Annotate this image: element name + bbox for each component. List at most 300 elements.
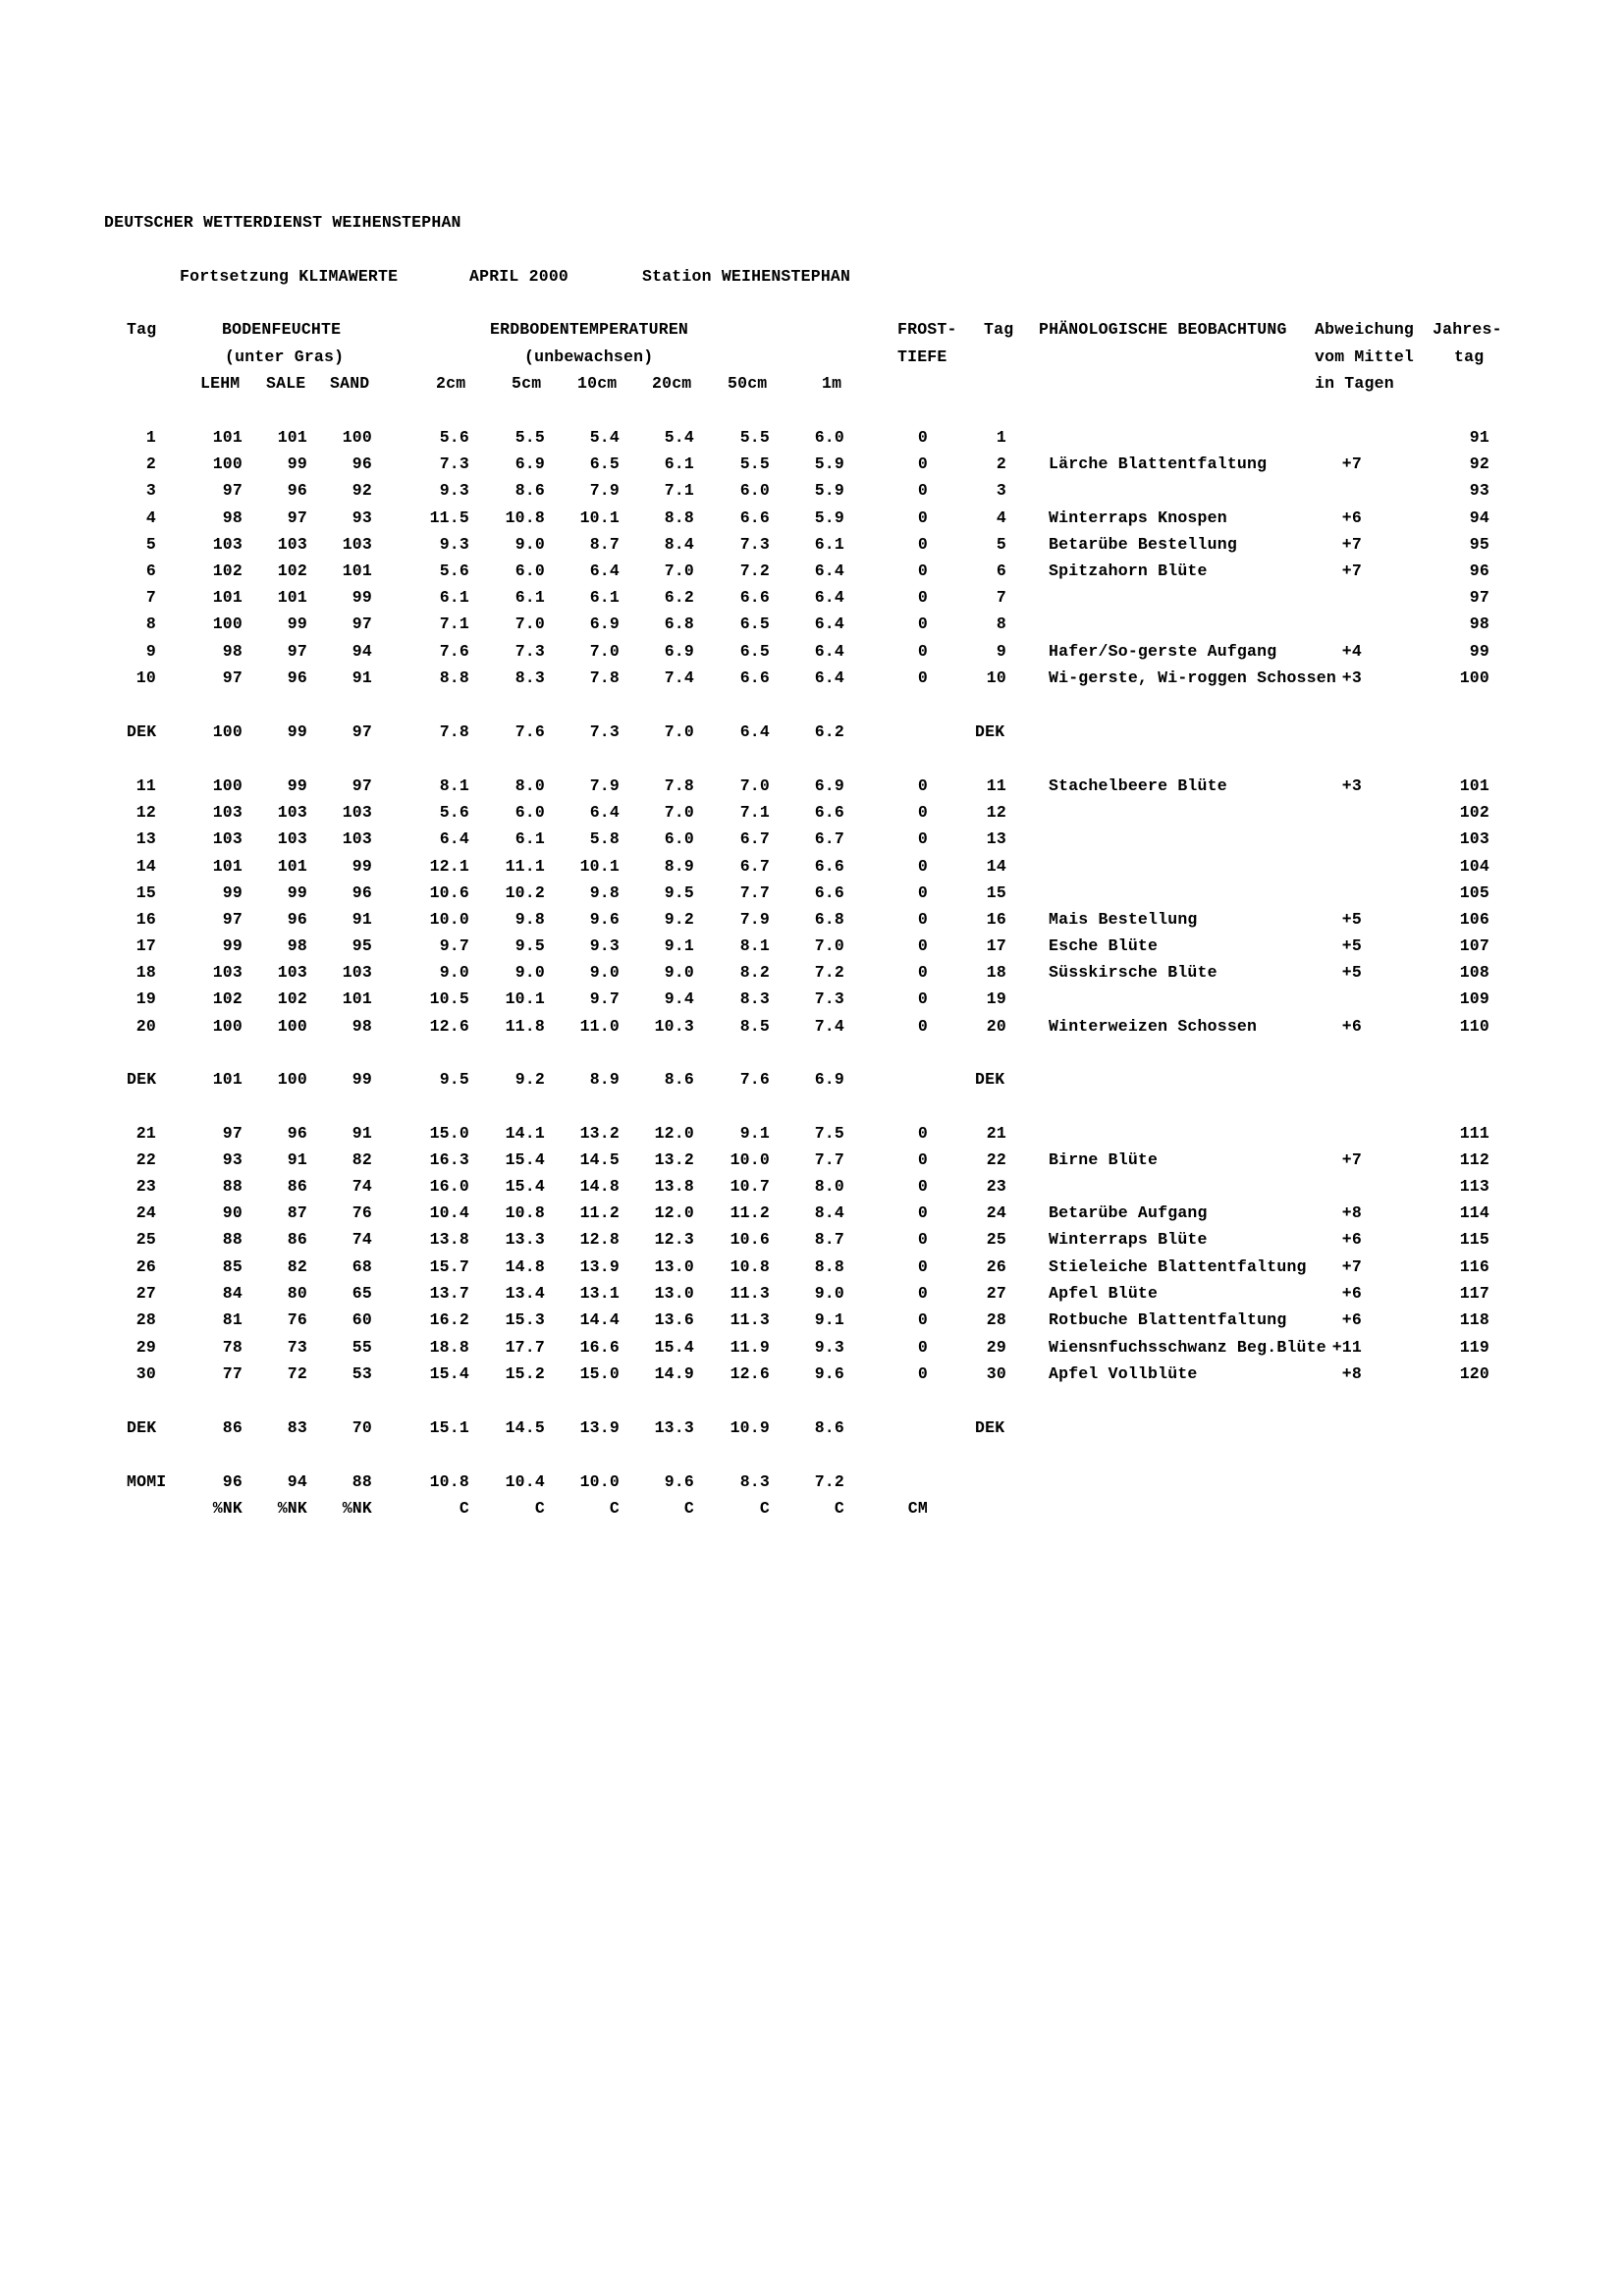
cell-tag2: 16 — [986, 910, 1006, 929]
cell-t50: 8.2 — [739, 963, 770, 982]
cell-obs: Süsskirsche Blüte — [1049, 963, 1217, 982]
cell-t20: 9.4 — [664, 989, 694, 1008]
cell-t100: 6.4 — [814, 561, 844, 580]
cell-jt: 108 — [1459, 963, 1489, 982]
cell-t2: 10.8 — [429, 1472, 469, 1491]
cell-obs: Apfel Blüte — [1049, 1284, 1159, 1303]
cell-tag: 6 — [145, 561, 156, 580]
col-in-tagen: in Tagen — [1315, 374, 1394, 393]
cell-abw: +8 — [1341, 1364, 1362, 1383]
cell-t20: 7.4 — [664, 668, 694, 687]
cell-jt: 93 — [1469, 481, 1489, 500]
cell-t50: 6.6 — [739, 668, 770, 687]
cell-t5: 9.0 — [514, 535, 545, 554]
cell-t50: 6.5 — [739, 642, 770, 661]
cell-t5: 14.5 — [505, 1418, 545, 1437]
cell-t10: 6.4 — [589, 561, 620, 580]
cell-t2: 5.6 — [439, 428, 469, 447]
cell-tag2: 2 — [996, 454, 1006, 473]
cell-t2: 12.6 — [429, 1017, 469, 1036]
cell-t50: 11.9 — [730, 1338, 770, 1357]
cell-frost: 0 — [917, 481, 928, 500]
cell-sand: 91 — [352, 668, 372, 687]
cell-tag: 28 — [135, 1310, 156, 1329]
cell-t5: 15.3 — [505, 1310, 545, 1329]
cell-sand: 60 — [352, 1310, 372, 1329]
cell-frost: 0 — [917, 829, 928, 848]
cell-lehm: 81 — [222, 1310, 243, 1329]
cell-t50: 10.6 — [730, 1230, 770, 1249]
cell-t100: 6.2 — [814, 722, 844, 741]
cell-frost: 0 — [917, 776, 928, 795]
cell-obs: Betarübe Bestellung — [1049, 535, 1237, 554]
cell-lehm: 102 — [212, 561, 243, 580]
cell-t20: 8.8 — [664, 508, 694, 527]
cell-lehm: 103 — [212, 963, 243, 982]
cell-t5: 7.6 — [514, 722, 545, 741]
cell-t50: 5.5 — [739, 454, 770, 473]
cell-t20: 13.3 — [654, 1418, 694, 1437]
cell-tag2: DEK — [975, 1070, 1005, 1089]
cell-t100: 6.9 — [814, 776, 844, 795]
cell-t2: 10.6 — [429, 883, 469, 902]
cell-t50: 10.9 — [730, 1418, 770, 1437]
cell-frost: 0 — [917, 1364, 928, 1383]
cell-t10: 12.8 — [579, 1230, 620, 1249]
cell-sand: 99 — [352, 1070, 372, 1089]
cell-lehm: 97 — [222, 1124, 243, 1143]
col-jahrestag-sub: tag — [1454, 347, 1485, 366]
cell-t5: 10.8 — [505, 508, 545, 527]
cell-t50: 7.7 — [739, 883, 770, 902]
cell-tag: MOMI — [127, 1472, 167, 1491]
cell-sand: 99 — [352, 588, 372, 607]
cell-abw: +7 — [1341, 561, 1362, 580]
cell-tag2: 19 — [986, 989, 1006, 1008]
cell-tag2: 28 — [986, 1310, 1006, 1329]
cell-tag: 10 — [135, 668, 156, 687]
cell-t10: 9.8 — [589, 883, 620, 902]
cell-t100: 7.0 — [814, 936, 844, 955]
cell-t2: 15.7 — [429, 1257, 469, 1276]
cell-t20: 8.6 — [664, 1070, 694, 1089]
cell-tag: DEK — [127, 1418, 157, 1437]
cell-t100: 6.4 — [814, 588, 844, 607]
cell-obs: Wiensnfuchsschwanz Beg.Blüte — [1049, 1338, 1326, 1357]
cell-jt: 105 — [1459, 883, 1489, 902]
cell-t5: 17.7 — [505, 1338, 545, 1357]
cell-t2: 7.3 — [439, 454, 469, 473]
cell-t10: 13.9 — [579, 1257, 620, 1276]
cell-jt: 94 — [1469, 508, 1489, 527]
cell-t20: 6.9 — [664, 642, 694, 661]
cell-jt: 118 — [1459, 1310, 1489, 1329]
cell-t20: 6.0 — [664, 829, 694, 848]
cell-frost: CM — [907, 1499, 928, 1518]
cell-jt: 115 — [1459, 1230, 1489, 1249]
cell-t5: 9.0 — [514, 963, 545, 982]
cell-t10: 7.9 — [589, 776, 620, 795]
cell-frost: 0 — [917, 588, 928, 607]
cell-frost: 0 — [917, 963, 928, 982]
cell-t2: 16.2 — [429, 1310, 469, 1329]
cell-obs: Spitzahorn Blüte — [1049, 561, 1208, 580]
cell-abw: +6 — [1341, 508, 1362, 527]
col-frost: FROST- — [897, 320, 957, 339]
cell-t20: 7.1 — [664, 481, 694, 500]
cell-t2: 15.0 — [429, 1124, 469, 1143]
cell-t50: 11.3 — [730, 1284, 770, 1303]
cell-obs: Esche Blüte — [1049, 936, 1159, 955]
cell-t5: 15.4 — [505, 1150, 545, 1169]
cell-lehm: 103 — [212, 829, 243, 848]
cell-t50: 12.6 — [730, 1364, 770, 1383]
cell-tag: 9 — [145, 642, 156, 661]
cell-tag: 2 — [145, 454, 156, 473]
cell-t20: 6.8 — [664, 614, 694, 633]
cell-sand: 96 — [352, 454, 372, 473]
cell-tag: 7 — [145, 588, 156, 607]
cell-tag: 29 — [135, 1338, 156, 1357]
cell-t2: 8.1 — [439, 776, 469, 795]
cell-t2: 11.5 — [429, 508, 469, 527]
cell-lehm: 98 — [222, 508, 243, 527]
cell-tag2: 9 — [996, 642, 1006, 661]
cell-sand: 88 — [352, 1472, 372, 1491]
cell-t100: 7.3 — [814, 989, 844, 1008]
cell-t2: 6.4 — [439, 829, 469, 848]
cell-t100: 9.0 — [814, 1284, 844, 1303]
service-title: DEUTSCHER WETTERDIENST WEIHENSTEPHAN — [104, 213, 461, 232]
period-label: APRIL 2000 — [469, 267, 569, 286]
cell-t10: C — [609, 1499, 620, 1518]
cell-t5: 14.8 — [505, 1257, 545, 1276]
cell-sale: 86 — [287, 1177, 307, 1196]
cell-tag2: 10 — [986, 668, 1006, 687]
cell-t10: 10.1 — [579, 857, 620, 876]
col-vom-mittel: vom Mittel — [1315, 347, 1415, 366]
cell-sale: 101 — [277, 588, 307, 607]
cell-tag2: 15 — [986, 883, 1006, 902]
cell-jt: 116 — [1459, 1257, 1489, 1276]
cell-t20: 5.4 — [664, 428, 694, 447]
cell-sand: 97 — [352, 722, 372, 741]
cell-tag: 12 — [135, 803, 156, 822]
cell-frost: 0 — [917, 1017, 928, 1036]
cell-obs: Apfel Vollblüte — [1049, 1364, 1198, 1383]
col-bodenfeuchte: BODENFEUCHTE — [222, 320, 342, 339]
cell-sale: 99 — [287, 883, 307, 902]
cell-lehm: 77 — [222, 1364, 243, 1383]
cell-tag2: 27 — [986, 1284, 1006, 1303]
col-sand: SAND — [330, 374, 370, 393]
cell-t50: 7.1 — [739, 803, 770, 822]
cell-t2: 18.8 — [429, 1338, 469, 1357]
cell-t10: 13.1 — [579, 1284, 620, 1303]
cell-t100: 8.0 — [814, 1177, 844, 1196]
cell-lehm: 100 — [212, 722, 243, 741]
cell-t50: 6.5 — [739, 614, 770, 633]
cell-jt: 109 — [1459, 989, 1489, 1008]
cell-t50: 10.7 — [730, 1177, 770, 1196]
cell-t20: 9.6 — [664, 1472, 694, 1491]
cell-abw: +5 — [1341, 963, 1362, 982]
cell-jt: 104 — [1459, 857, 1489, 876]
cell-abw: +7 — [1341, 535, 1362, 554]
cell-frost: 0 — [917, 1310, 928, 1329]
col-phaenologie: PHÄNOLOGISCHE BEOBACHTUNG — [1039, 320, 1287, 339]
cell-abw: +7 — [1341, 1150, 1362, 1169]
cell-sale: 87 — [287, 1203, 307, 1222]
cell-sale: 103 — [277, 535, 307, 554]
col-jahrestag: Jahres- — [1433, 320, 1502, 339]
cell-jt: 112 — [1459, 1150, 1489, 1169]
cell-jt: 113 — [1459, 1177, 1489, 1196]
cell-frost: 0 — [917, 1124, 928, 1143]
cell-sale: 99 — [287, 614, 307, 633]
cell-tag: 13 — [135, 829, 156, 848]
cell-obs: Rotbuche Blattentfaltung — [1049, 1310, 1287, 1329]
cell-lehm: 100 — [212, 614, 243, 633]
cell-t5: 10.4 — [505, 1472, 545, 1491]
cell-t5: 8.6 — [514, 481, 545, 500]
cell-t20: 6.2 — [664, 588, 694, 607]
cell-tag: 18 — [135, 963, 156, 982]
cell-t10: 7.8 — [589, 668, 620, 687]
cell-tag2: 14 — [986, 857, 1006, 876]
cell-sand: 99 — [352, 857, 372, 876]
cell-tag: 3 — [145, 481, 156, 500]
cell-lehm: 101 — [212, 857, 243, 876]
cell-sand: 53 — [352, 1364, 372, 1383]
cell-frost: 0 — [917, 454, 928, 473]
cell-tag: 1 — [145, 428, 156, 447]
cell-sand: 92 — [352, 481, 372, 500]
cell-sand: 74 — [352, 1230, 372, 1249]
cell-t100: 9.3 — [814, 1338, 844, 1357]
cell-sale: 101 — [277, 857, 307, 876]
cell-t5: 6.1 — [514, 588, 545, 607]
cell-t2: 16.3 — [429, 1150, 469, 1169]
cell-sale: 99 — [287, 776, 307, 795]
cell-t5: 13.3 — [505, 1230, 545, 1249]
cell-t50: 6.6 — [739, 588, 770, 607]
cell-jt: 92 — [1469, 454, 1489, 473]
cell-frost: 0 — [917, 883, 928, 902]
cell-t10: 13.2 — [579, 1124, 620, 1143]
cell-sand: 93 — [352, 508, 372, 527]
cell-tag: 16 — [135, 910, 156, 929]
cell-tag2: 6 — [996, 561, 1006, 580]
cell-sand: 103 — [342, 829, 372, 848]
cell-jt: 106 — [1459, 910, 1489, 929]
cell-tag: 4 — [145, 508, 156, 527]
cell-t20: 9.2 — [664, 910, 694, 929]
cell-t100: 6.1 — [814, 535, 844, 554]
cell-t20: 12.3 — [654, 1230, 694, 1249]
col-tag: Tag — [127, 320, 157, 339]
cell-abw: +5 — [1341, 910, 1362, 929]
col-1m: 1m — [822, 374, 842, 393]
cell-sale: 91 — [287, 1150, 307, 1169]
cell-t5: 14.1 — [505, 1124, 545, 1143]
cell-t100: 9.1 — [814, 1310, 844, 1329]
cell-t5: 13.4 — [505, 1284, 545, 1303]
cell-abw: +7 — [1341, 1257, 1362, 1276]
cell-t50: 6.6 — [739, 508, 770, 527]
cell-tag2: 22 — [986, 1150, 1006, 1169]
cell-tag2: DEK — [975, 1418, 1005, 1437]
cell-t50: 8.3 — [739, 1472, 770, 1491]
cell-t100: 7.2 — [814, 963, 844, 982]
cell-t2: 6.1 — [439, 588, 469, 607]
cell-jt: 120 — [1459, 1364, 1489, 1383]
cell-t2: 13.7 — [429, 1284, 469, 1303]
cell-t2: 9.3 — [439, 481, 469, 500]
cell-tag2: 23 — [986, 1177, 1006, 1196]
cell-obs: Stieleiche Blattentfaltung — [1049, 1257, 1307, 1276]
cell-sale: 102 — [277, 989, 307, 1008]
cell-sale: 97 — [287, 642, 307, 661]
cell-sale: 83 — [287, 1418, 307, 1437]
cell-jt: 95 — [1469, 535, 1489, 554]
cell-jt: 99 — [1469, 642, 1489, 661]
cell-t50: 8.3 — [739, 989, 770, 1008]
cell-frost: 0 — [917, 561, 928, 580]
cell-t5: C — [534, 1499, 545, 1518]
cell-t5: 5.5 — [514, 428, 545, 447]
cell-t10: 10.0 — [579, 1472, 620, 1491]
cell-t5: 8.3 — [514, 668, 545, 687]
cell-t50: 7.3 — [739, 535, 770, 554]
cell-tag2: 29 — [986, 1338, 1006, 1357]
cell-t10: 14.4 — [579, 1310, 620, 1329]
cell-lehm: 97 — [222, 481, 243, 500]
cell-obs: Birne Blüte — [1049, 1150, 1159, 1169]
cell-tag2: 21 — [986, 1124, 1006, 1143]
cell-t50: C — [759, 1499, 770, 1518]
cell-frost: 0 — [917, 936, 928, 955]
cell-t10: 9.7 — [589, 989, 620, 1008]
cell-jt: 97 — [1469, 588, 1489, 607]
cell-t2: 10.4 — [429, 1203, 469, 1222]
cell-t2: 7.8 — [439, 722, 469, 741]
cell-t5: 6.9 — [514, 454, 545, 473]
cell-sale: 98 — [287, 936, 307, 955]
cell-lehm: 100 — [212, 454, 243, 473]
cell-t5: 10.1 — [505, 989, 545, 1008]
cell-t5: 6.0 — [514, 561, 545, 580]
cell-jt: 91 — [1469, 428, 1489, 447]
cell-t10: 6.9 — [589, 614, 620, 633]
cell-abw: +5 — [1341, 936, 1362, 955]
cell-t100: 6.4 — [814, 614, 844, 633]
cell-frost: 0 — [917, 1257, 928, 1276]
cell-frost: 0 — [917, 1284, 928, 1303]
cell-tag: 26 — [135, 1257, 156, 1276]
cell-t50: 10.8 — [730, 1257, 770, 1276]
cell-t50: 7.0 — [739, 776, 770, 795]
cell-sand: 74 — [352, 1177, 372, 1196]
cell-t2: 13.8 — [429, 1230, 469, 1249]
cell-frost: 0 — [917, 1230, 928, 1249]
col-50cm: 50cm — [728, 374, 768, 393]
cell-t10: 14.5 — [579, 1150, 620, 1169]
cell-sand: 101 — [342, 989, 372, 1008]
cell-frost: 0 — [917, 668, 928, 687]
col-tiefe: TIEFE — [897, 347, 947, 366]
cell-t10: 14.8 — [579, 1177, 620, 1196]
cell-t50: 6.4 — [739, 722, 770, 741]
cell-obs: Hafer/So-gerste Aufgang — [1049, 642, 1277, 661]
cell-lehm: 102 — [212, 989, 243, 1008]
cell-sale: 76 — [287, 1310, 307, 1329]
cell-t10: 6.1 — [589, 588, 620, 607]
cell-t100: 5.9 — [814, 454, 844, 473]
cell-t2: 5.6 — [439, 803, 469, 822]
cell-tag2: 5 — [996, 535, 1006, 554]
cell-t50: 11.3 — [730, 1310, 770, 1329]
cell-t100: 6.6 — [814, 883, 844, 902]
cell-obs: Betarübe Aufgang — [1049, 1203, 1208, 1222]
cell-sand: 101 — [342, 561, 372, 580]
cell-frost: 0 — [917, 803, 928, 822]
cell-t5: 8.0 — [514, 776, 545, 795]
cell-lehm: 99 — [222, 883, 243, 902]
cell-t100: C — [834, 1499, 844, 1518]
cell-obs: Winterraps Blüte — [1049, 1230, 1208, 1249]
cell-sale: %NK — [277, 1499, 307, 1518]
cell-t10: 8.9 — [589, 1070, 620, 1089]
cell-t50: 8.5 — [739, 1017, 770, 1036]
cell-t10: 9.3 — [589, 936, 620, 955]
cell-tag: 23 — [135, 1177, 156, 1196]
cell-tag: 19 — [135, 989, 156, 1008]
cell-sale: 100 — [277, 1070, 307, 1089]
cell-tag2: 17 — [986, 936, 1006, 955]
cell-lehm: 100 — [212, 1017, 243, 1036]
cell-t100: 6.9 — [814, 1070, 844, 1089]
cell-sand: 65 — [352, 1284, 372, 1303]
station-label: Station WEIHENSTEPHAN — [642, 267, 851, 286]
cell-jt: 117 — [1459, 1284, 1489, 1303]
col-erdboden-sub: (unbewachsen) — [524, 347, 654, 366]
cell-t2: 10.5 — [429, 989, 469, 1008]
cell-sand: 100 — [342, 428, 372, 447]
cell-sand: 97 — [352, 776, 372, 795]
cell-t5: 11.1 — [505, 857, 545, 876]
cell-sale: 96 — [287, 481, 307, 500]
cell-t100: 7.4 — [814, 1017, 844, 1036]
cell-t20: 13.0 — [654, 1257, 694, 1276]
cell-lehm: 98 — [222, 642, 243, 661]
cell-t2: 15.4 — [429, 1364, 469, 1383]
cell-t2: 8.8 — [439, 668, 469, 687]
cell-lehm: 100 — [212, 776, 243, 795]
cell-sale: 96 — [287, 1124, 307, 1143]
cell-lehm: 97 — [222, 910, 243, 929]
col-bodenfeuchte-sub: (unter Gras) — [225, 347, 345, 366]
cell-t10: 6.4 — [589, 803, 620, 822]
cell-abw: +6 — [1341, 1310, 1362, 1329]
cell-sand: 95 — [352, 936, 372, 955]
cell-t20: 7.8 — [664, 776, 694, 795]
cell-t20: 8.4 — [664, 535, 694, 554]
cell-sand: 91 — [352, 1124, 372, 1143]
cell-tag2: 24 — [986, 1203, 1006, 1222]
cell-t2: 9.0 — [439, 963, 469, 982]
cell-t5: 11.8 — [505, 1017, 545, 1036]
